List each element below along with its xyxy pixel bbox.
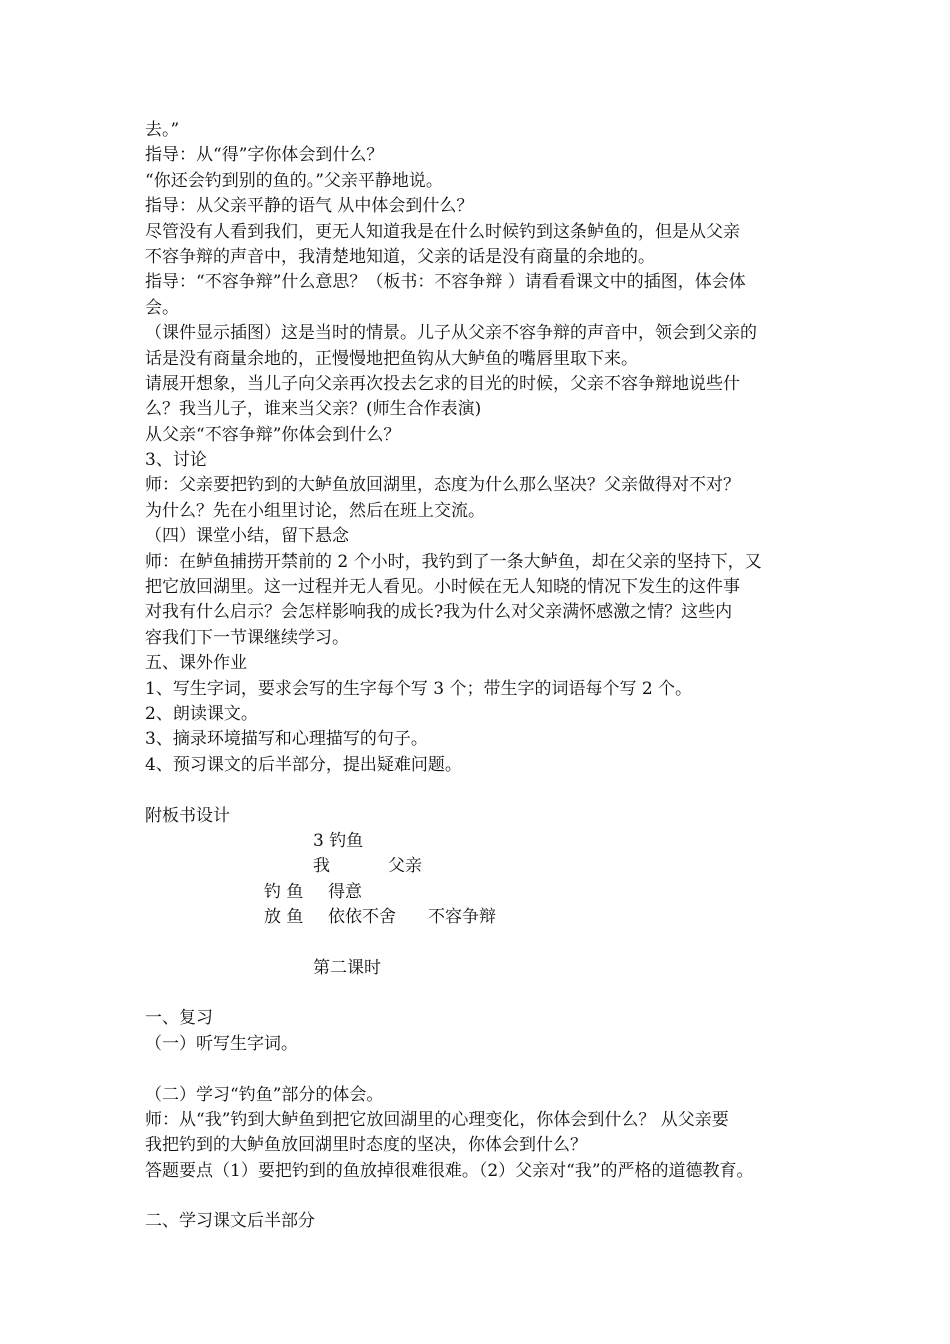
text-line: 1、写生字词，要求会写的生字每个写 3 个；带生字的词语每个写 2 个。 [145, 678, 693, 699]
board-row-label: 放 鱼 [264, 906, 304, 927]
board-heading: 附板书设计 [145, 805, 230, 826]
blackboard-design [145, 829, 813, 981]
text-line: 师：在鲈鱼捕捞开禁前的 2 个小时，我钓到了一条大鲈鱼，却在父亲的坚持下，又 [145, 551, 762, 572]
text-line: “你还会钓到别的鱼的。”父亲平静地说。 [145, 170, 443, 191]
text-line: （二）学习“钓鱼”部分的体会。 [145, 1084, 384, 1105]
section-lesson-one-text [145, 118, 813, 778]
document-body [145, 118, 813, 1235]
text-line: （一）听写生字词。 [145, 1033, 298, 1054]
text-line: 会。 [145, 297, 179, 318]
board-cell: 不容争辩 [428, 906, 496, 927]
text-line: 师：从“我”钓到大鲈鱼到把它放回湖里的心理变化，你体会到什么？ 从父亲要 [145, 1109, 729, 1130]
text-line: 为什么？先在小组里讨论，然后在班上交流。 [145, 500, 485, 521]
text-line: 请展开想象，当儿子向父亲再次投去乞求的目光的时候，父亲不容争辩地说些什 [145, 373, 740, 394]
board-row-label: 钓 鱼 [264, 881, 304, 902]
text-line: 把它放回湖里。这一过程并无人看见。小时候在无人知晓的情况下发生的这件事 [145, 577, 740, 598]
text-line: 师：父亲要把钓到的大鲈鱼放回湖里，态度为什么那么坚决？父亲做得对不对？ [145, 475, 740, 496]
blank-line [145, 778, 813, 803]
board-cell: 得意 [328, 881, 362, 902]
section-second-half [145, 1209, 813, 1234]
blank-line [145, 1184, 813, 1209]
board-cell: 依依不舍 [328, 906, 396, 927]
text-line: （四）课堂小结，留下悬念 [145, 526, 349, 547]
text-line: 二、学习课文后半部分 [145, 1211, 315, 1232]
text-line: 去。” [145, 120, 180, 140]
text-line: 话是没有商量余地的，正慢慢地把鱼钩从大鲈鱼的嘴唇里取下来。 [145, 348, 638, 369]
board-column-father: 父亲 [388, 855, 422, 876]
text-line: 尽管没有人看到我们，更无人知道我是在什么时候钓到这条鲈鱼的，但是从父亲 [145, 221, 740, 242]
board-title: 3 钓鱼 [313, 830, 364, 851]
board-column-me: 我 [313, 855, 330, 876]
section-review [145, 1006, 813, 1057]
text-line: 3、摘录环境描写和心理描写的句子。 [145, 729, 428, 750]
blank-line [145, 981, 813, 1006]
text-line: 指导：从“得”字你体会到什么？ [145, 145, 384, 166]
text-line: 指导：“不容争辩”什么意思？（板书：不容争辩 ）请看看课文中的插图，体会体 [145, 272, 746, 293]
text-line: 容我们下一节课继续学习。 [145, 627, 349, 648]
blank-line [145, 1057, 813, 1082]
section-fishing-reflection [145, 1083, 813, 1185]
text-line: 一、复习 [145, 1008, 213, 1029]
text-line: 3、讨论 [145, 450, 207, 471]
text-line: 对我有什么启示？会怎样影响我的成长?我为什么对父亲满怀感激之情？这些内 [145, 602, 733, 623]
text-line: 答题要点（1）要把钓到的鱼放掉很难很难。（2）父亲对“我”的严格的道德教育。 [145, 1160, 754, 1181]
text-line: 不容争辩的声音中，我清楚地知道，父亲的话是没有商量的余地的。 [145, 246, 655, 267]
text-line: 么？我当儿子，谁来当父亲？(师生合作表演) [145, 399, 482, 420]
lesson-two-title: 第二课时 [313, 957, 381, 978]
text-line: 五、课外作业 [145, 653, 247, 674]
text-line: （课件显示插图）这是当时的情景。儿子从父亲不容争辩的声音中，领会到父亲的 [145, 323, 757, 344]
text-line: 指导：从父亲平静的语气 从中体会到什么？ [145, 196, 474, 217]
text-line: 从父亲“不容争辩”你体会到什么？ [145, 424, 401, 445]
text-line: 4、预习课文的后半部分，提出疑难问题。 [145, 754, 462, 775]
text-line: 2、朗读课文。 [145, 703, 258, 724]
text-line: 我把钓到的大鲈鱼放回湖里时态度的坚决，你体会到什么？ [145, 1135, 587, 1156]
